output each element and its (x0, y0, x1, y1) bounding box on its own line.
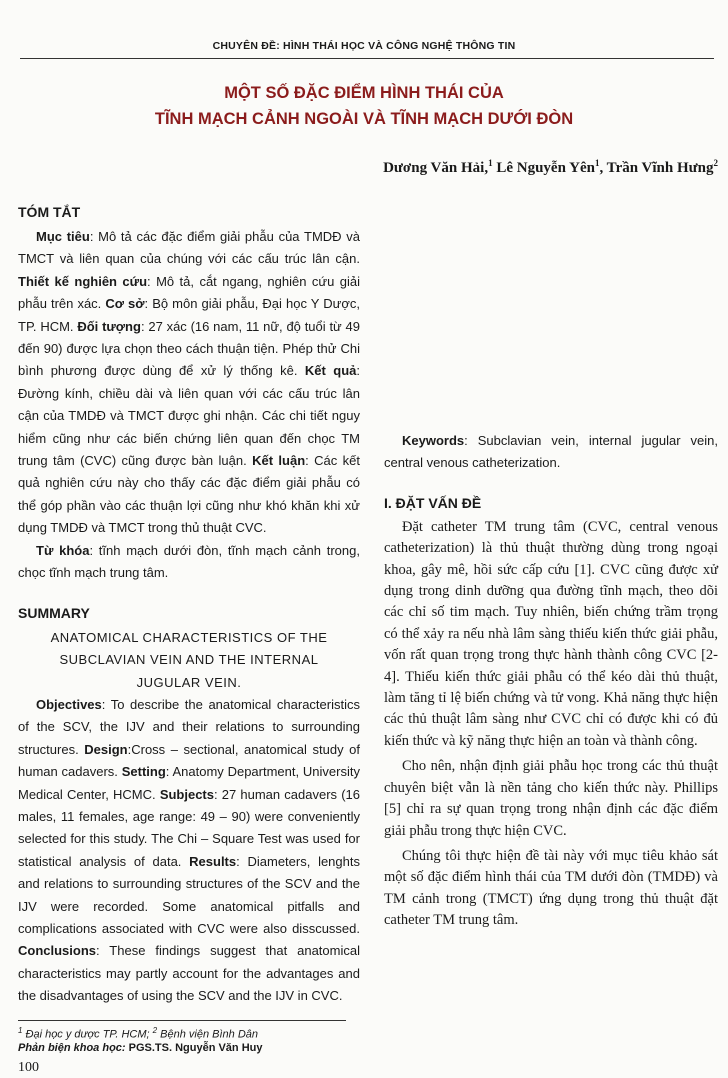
summary-abstract (18, 694, 360, 1008)
subjects-text: : 27 human cadavers (16 males, 11 females, age range: 49 – 90) were conveniently selected for this study. The Chi – Square Test was used for statistical analysis of data. (18, 786, 361, 869)
header-divider (20, 58, 714, 59)
author-3: , Trần Vĩnh Hưng (599, 160, 714, 176)
right-column (384, 200, 718, 932)
setting-label: Setting (121, 764, 166, 780)
affiliation-2: Bệnh viện Bình Dân (157, 1028, 258, 1041)
thietke-label: Thiết kế nghiên cứu (18, 273, 148, 289)
title-line-2: TĨNH MẠCH CẢNH NGOÀI VÀ TĨNH MẠCH DƯỚI ĐÒN (154, 110, 574, 128)
ketluan-text: : Các kết quả nghiên cứu này cho thấy các đặc điểm giải phẫu có thể góp phần vào các thuận lợi cũng như khó khăn khi xử dụng TMDĐ và TMCT trong thủ thuật CVC. (18, 453, 361, 536)
article-title (0, 80, 728, 132)
doituong-label: Đối tượng (77, 318, 141, 334)
author-2: Lê Nguyễn Yên (492, 160, 595, 176)
tomtat-abstract (18, 226, 360, 540)
muctieu-text: : Mô tả các đặc điểm giải phẫu của TMDĐ và TMCT và liên quan của chúng với các cấu trúc lân cận. (18, 229, 360, 267)
authors (383, 158, 718, 177)
section-1-heading: I. ĐẶT VẤN ĐỀ (384, 494, 482, 511)
objectives-text: : To describe the anatomical characteristics of the SCV, the IJV and their relations to surrounding structures. (18, 697, 360, 757)
conclusions-text: : These findings suggest that anatomical characteristics may partly account for the advantages and the disadvantages of using the SCV and the IJV in CVC. (18, 943, 360, 1004)
keywords-text: : Subclavian vein, internal jugular vein, central venous catheterization. (384, 433, 718, 471)
tukhoa-text: : tĩnh mạch dưới đòn, tĩnh mạch cảnh trong, chọc tĩnh mạch trung tâm. (18, 542, 360, 581)
coso-label: Cơ sở (105, 296, 145, 312)
author-1: Dương Văn Hải, (383, 160, 489, 176)
reviewer-label: Phản biện khoa học: (18, 1041, 129, 1054)
footnote (18, 1024, 262, 1055)
setting-text: : Anatomy Department, University Medical Center, HCMC. (18, 764, 360, 802)
summary-keywords (384, 430, 718, 475)
summary-title-line-3: JUGULAR VEIN. (136, 674, 242, 690)
summary-heading: SUMMARY (18, 604, 90, 621)
page-number: 100 (18, 1060, 39, 1075)
keywords-label: Keywords (402, 433, 465, 448)
reviewer (18, 1042, 262, 1055)
affiliation-1: Đại học y dược TP. HCM; (22, 1028, 153, 1041)
author-3-affiliation: 2 (713, 158, 718, 168)
conclusions-label: Conclusions (18, 943, 97, 959)
results-text: : Diameters, lenghts and relations to surrounding structures of the SCV and the IJV were recorded. Some anatomical pitfalls and complications associated with CVC were also disscussed. (18, 853, 360, 937)
summary-title-line-2: SUBCLAVIAN VEIN AND THE INTERNAL (59, 652, 319, 667)
reviewer-name: PGS.TS. Nguyễn Văn Huy (128, 1041, 263, 1054)
author-2-affiliation: 1 (594, 158, 600, 168)
tomtat-keywords (18, 540, 360, 585)
thietke-text: : Mô tả, cắt ngang, nghiên cứu giải phẫu trên xác. (18, 273, 360, 312)
ketqua-label: Kết quả (304, 363, 357, 379)
design-text: :Cross – sectional, anatomical study of human cadavers. (18, 741, 360, 780)
affiliation-2-mark: 2 (152, 1026, 158, 1035)
coso-text: : Bộ môn giải phẫu, Đại học Y Dược, TP. HCM. (18, 296, 361, 334)
ketluan-label: Kết luận (252, 453, 306, 469)
tukhoa-label: Từ khóa (36, 542, 90, 558)
summary-title-line-1: ANATOMICAL CHARACTERISTICS OF THE (50, 629, 328, 645)
muctieu-label: Mục tiêu (36, 229, 90, 244)
left-column (18, 200, 360, 1008)
footnote-divider (18, 1020, 346, 1021)
design-label: Design (84, 741, 128, 757)
section-1-paragraph-1: Đặt catheter TM trung tâm (CVC, central venous catheterization) là thủ thuật thường dùng trong ngoại khoa, gây mê, hồi sức cấp cứu [1]. CVC cũng được xử dụng trong dinh dưỡng qua đường tĩnh mạch, theo dõi các chỉ số tim mạch. Tuy nhiên, biến chứng trầm trọng có thể xảy ra nếu nhà lâm sàng thiếu kiến thức giải phẫu, vốn rất quan trọng trong thực hành thành công CVC [2-4]. Thiếu kiến thức giải phẫu có thể kéo dài thủ thuật, làm tăng tỉ lệ biến chứng và tử vong. Khả năng thực hiện các thủ thuật lâm sàng như CVC chỉ có được khi có đủ kiến thức và kỹ năng thực hiện an toàn và thành công. (384, 518, 718, 749)
subjects-label: Subjects (159, 786, 214, 802)
affiliations (18, 1024, 262, 1042)
ketqua-text: : Đường kính, chiều dài và liên quan với các cấu trúc lân cận của TMDĐ và TMCT được ghi nhận. Các chi tiết nguy hiểm cũng như các biến chứng liên quan đến chọc TM trung tâm (CVC) cũng được bàn luận. (18, 363, 360, 469)
results-label: Results (189, 853, 237, 869)
author-1-affiliation: 1 (488, 158, 493, 168)
section-1-paragraph-3: Chúng tôi thực hiện đề tài này với mục tiêu khảo sát một số đặc điểm hình thái của TM dưới đòn (TMDĐ) và TM cảnh trong (TMCT) ứng dụng trong thủ thuật đặt catheter TM trung tâm. (384, 847, 718, 929)
affiliation-1-mark: 1 (18, 1026, 23, 1035)
running-header: CHUYÊN ĐỀ: HÌNH THÁI HỌC VÀ CÔNG NGHỆ THÔNG TIN (212, 40, 516, 52)
title-line-1: MỘT SỐ ĐẶC ĐIỂM HÌNH THÁI CỦA (224, 84, 504, 102)
objectives-label: Objectives (36, 697, 102, 712)
doituong-text: : 27 xác (16 nam, 11 nữ, độ tuổi từ 49 đến 90) được lựa chọn theo cách thuận tiện. Phép thử Chi bình phương được dùng để xử lý thống kê. (18, 318, 360, 379)
tomtat-heading: TÓM TẮT (18, 204, 81, 220)
section-1-paragraph-2: Cho nên, nhận định giải phẫu học trong các thủ thuật chuyên biệt vẫn là nền tảng cho kiến thức này. Phillips [5] chỉ ra sự quan trọng trong nhận định các đặc điểm giải phẫu trong thực hiện CVC. (384, 758, 718, 839)
